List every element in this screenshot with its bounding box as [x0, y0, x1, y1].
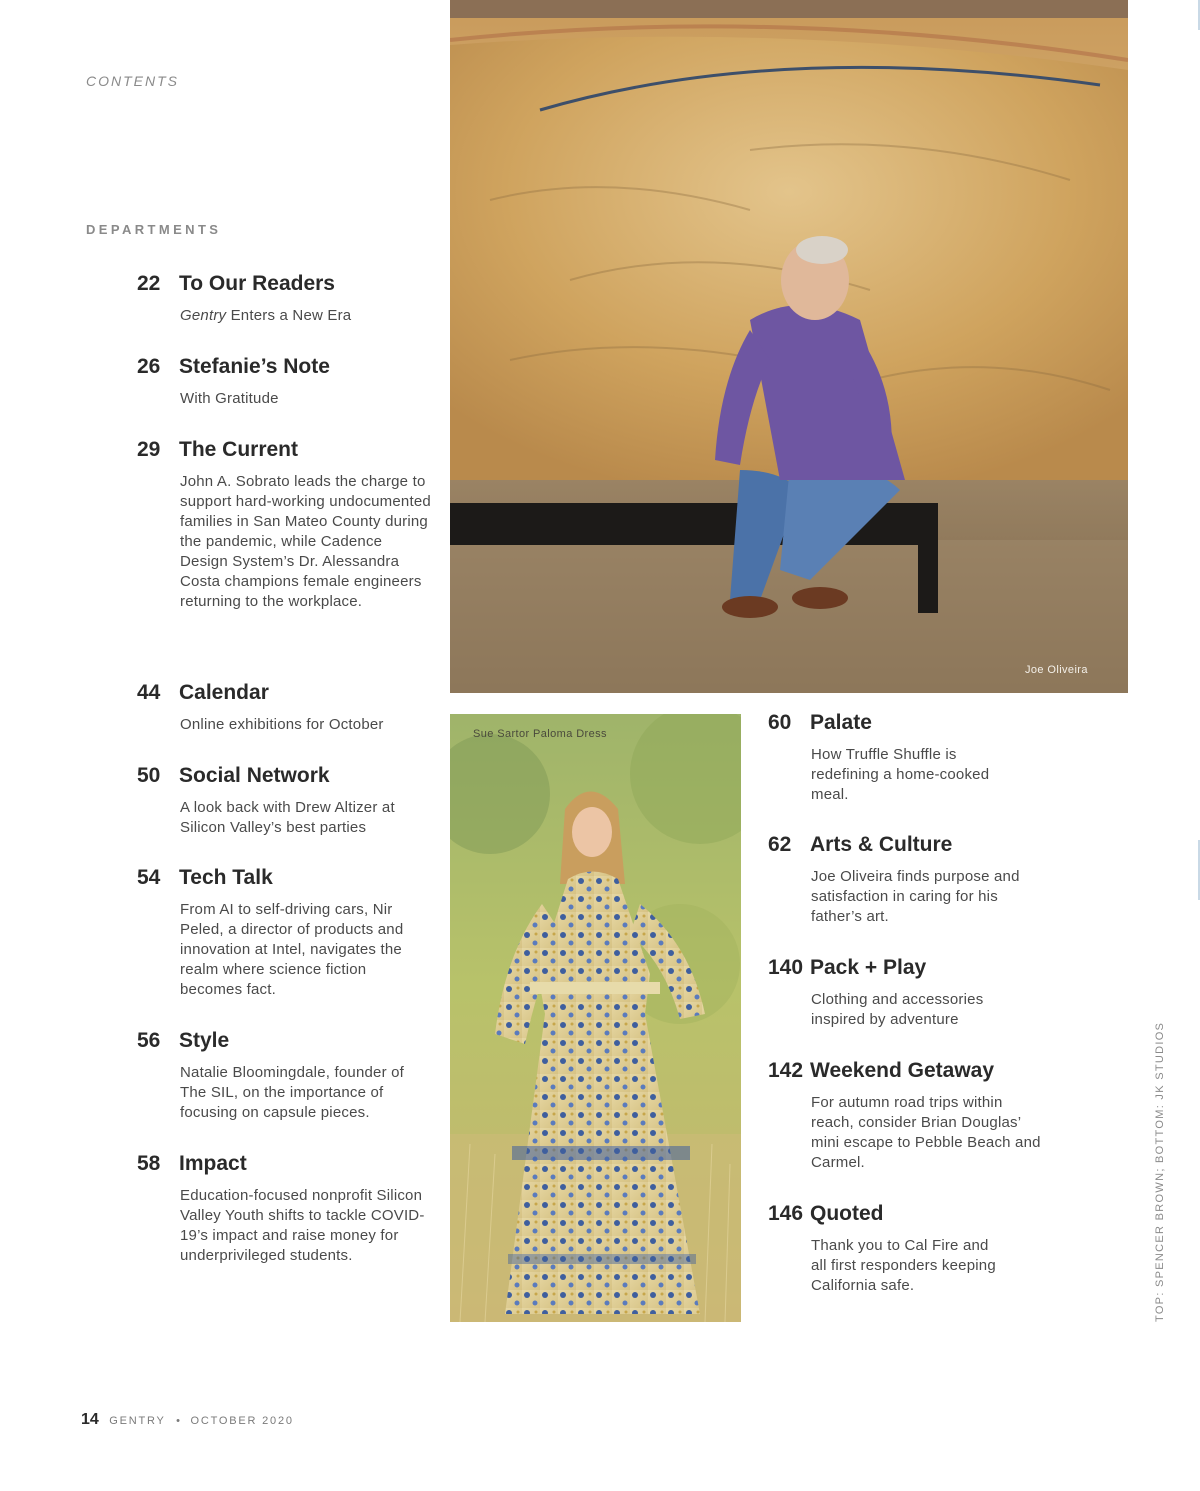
photo-caption-bottom: Sue Sartor Paloma Dress	[473, 728, 607, 740]
toc-description-text: Enters a New Era	[226, 307, 352, 324]
toc-title: Weekend Getaway	[810, 1059, 995, 1082]
toc-description: Natalie Bloomingdale, founder of The SIL, on the importance of focusing on capsule pieces.	[180, 1064, 405, 1121]
seated-man-photo	[450, 0, 1128, 693]
toc-page-number: 62	[768, 833, 792, 856]
toc-page-number: 26	[137, 355, 161, 378]
toc-page-number: 142	[768, 1059, 804, 1082]
woman-in-dress-photo	[450, 714, 741, 1322]
toc-description: How Truffle Shuffle is redefining a home-cooked meal.	[811, 746, 990, 803]
toc-title: Quoted	[810, 1202, 884, 1225]
toc-description: Clothing and accessories inspired by adventure	[811, 991, 984, 1028]
toc-title: To Our Readers	[179, 272, 335, 295]
photo-credit: TOP: SPENCER BROWN; BOTTOM: JK STUDIOS	[1154, 1021, 1166, 1322]
toc-page-number: 140	[768, 956, 804, 979]
toc-title: The Current	[179, 438, 299, 461]
toc-title: Pack + Play	[810, 956, 927, 979]
page-number: 14	[81, 1411, 99, 1428]
toc-description	[180, 306, 430, 326]
toc-title: Style	[179, 1029, 230, 1052]
magazine-name: GENTRY	[109, 1415, 166, 1427]
toc-title: Social Network	[179, 764, 330, 787]
toc-page-number: 54	[137, 866, 161, 889]
toc-page-number: 60	[768, 711, 792, 734]
section-label: CONTENTS	[86, 73, 179, 89]
magazine-name-italic: Gentry	[180, 307, 227, 324]
toc-title: Tech Talk	[179, 866, 273, 889]
toc-page-number: 22	[137, 272, 161, 295]
departments-heading: DEPARTMENTS	[86, 222, 222, 237]
toc-title: Palate	[810, 711, 872, 734]
photo-caption-top: Joe Oliveira	[1025, 664, 1088, 676]
toc-page-number: 56	[137, 1029, 161, 1052]
toc-description: Joe Oliveira finds purpose and satisfaction in caring for his father’s art.	[811, 868, 1020, 925]
toc-page-number: 58	[137, 1152, 161, 1175]
feature-photo-dress	[450, 714, 741, 1322]
toc-description: For autumn road trips within reach, consider Brian Douglas’ mini escape to Pebble Beach and Carmel.	[811, 1094, 1041, 1171]
page-footer	[81, 1411, 294, 1429]
toc-description: A look back with Drew Altizer at Silicon Valley’s best parties	[180, 799, 395, 836]
toc-description: With Gratitude	[180, 390, 279, 407]
feature-photo-joe-oliveira	[450, 0, 1128, 693]
toc-page-number: 29	[137, 438, 161, 461]
toc-title: Calendar	[179, 681, 269, 704]
toc-title: Arts & Culture	[810, 833, 953, 856]
toc-page-number: 44	[137, 681, 161, 704]
toc-title: Stefanie’s Note	[179, 355, 330, 378]
toc-page-number: 146	[768, 1202, 804, 1225]
toc-page-number: 50	[137, 764, 161, 787]
footer-separator: •	[176, 1415, 181, 1427]
toc-description: From AI to self-driving cars, Nir Peled, a director of products and innovation at Intel, navigates the realm where science fiction becomes fact.	[180, 901, 404, 998]
toc-description: John A. Sobrato leads the charge to support hard-working undocumented families in San Mateo County during the pandemic, while Cadence Design System’s Dr. Alessandra Costa champions female engineers returning to the workplace.	[180, 473, 431, 610]
toc-description: Education-focused nonprofit Silicon Valley Youth shifts to tackle COVID-19’s impact and raise money for underprivileged students.	[180, 1187, 425, 1264]
toc-description: Online exhibitions for October	[180, 716, 384, 733]
toc-description: Thank you to Cal Fire and all first responders keeping California safe.	[811, 1237, 996, 1294]
issue-date: OCTOBER 2020	[190, 1415, 294, 1427]
toc-title: Impact	[179, 1152, 247, 1175]
